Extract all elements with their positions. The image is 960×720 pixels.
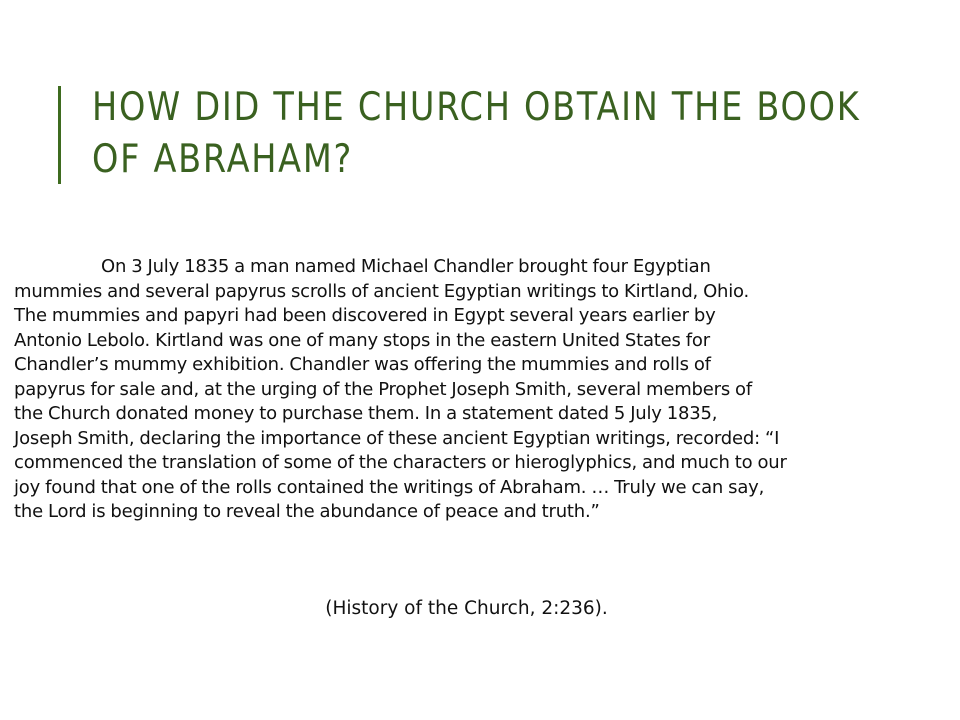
body-line-8: Joseph Smith, declaring the importance of these ancient Egyptian writings, recorded: “I: [14, 427, 780, 449]
body-paragraph: [14, 255, 944, 525]
body-line-5: Chandler’s mummy exhibition. Chandler was offering the mummies and rolls of: [14, 354, 711, 375]
body-line-6: papyrus for sale and, at the urging of the Prophet Joseph Smith, several members of: [14, 378, 752, 400]
citation: (History of the Church, 2:236).: [325, 598, 608, 619]
body-line-2: mummies and several papyrus scrolls of ancient Egyptian writings to Kirtland, Ohio.: [14, 280, 750, 302]
body-line-3: The mummies and papyri had been discovered in Egypt several years earlier by: [14, 305, 716, 326]
body-line-1: On 3 July 1835 a man named Michael Chandler brought four Egyptian: [101, 256, 711, 277]
slide-title-line-2: OF ABRAHAM?: [92, 137, 354, 182]
slide-title: [92, 82, 861, 186]
body-line-10: joy found that one of the rolls contained the writings of Abraham. … Truly we can say,: [14, 476, 765, 498]
body-line-7: the Church donated money to purchase them. In a statement dated 5 July 1835,: [14, 403, 718, 424]
body-line-9: commenced the translation of some of the characters or hieroglyphics, and much to our: [14, 452, 787, 473]
body-line-11: the Lord is beginning to reveal the abundance of peace and truth.”: [14, 501, 600, 522]
title-accent-bar: [58, 86, 61, 184]
slide-title-line-1: HOW DID THE CHURCH OBTAIN THE BOOK: [92, 85, 861, 130]
body-line-4: Antonio Lebolo. Kirtland was one of many stops in the eastern United States for: [14, 329, 710, 351]
